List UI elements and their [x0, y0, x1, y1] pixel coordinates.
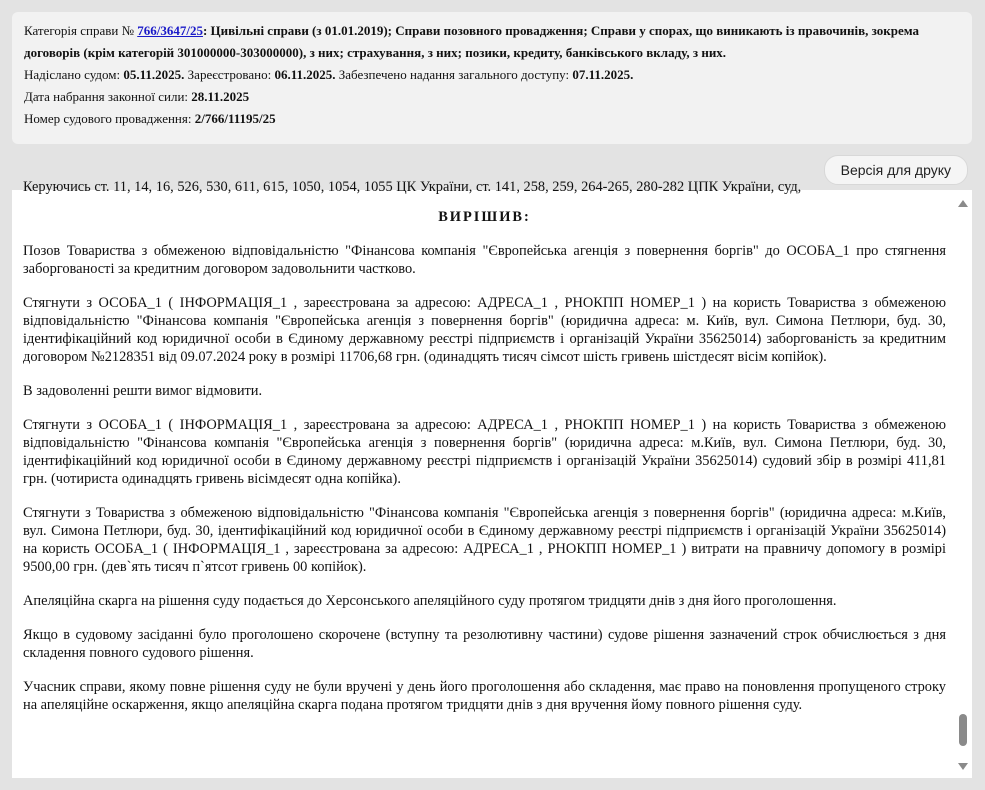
document-paragraph: Стягнути з ОСОБА_1 ( ІНФОРМАЦІЯ_1 , зареєстрована за адресою: АДРЕСА_1 , РНОКПП НОМЕР_1 ) на користь Товариства з обмеженою відповідальністю "Фінансова компанія "Європейська агенція з повернення боргів" (юридична адреса: м. Київ, вул. Симона Петлюри, буд. 30, ідентифікаційний код юридичної особи в Єдиному державному реєстрі підприємств і організацій України 35625014) заборгованість за кредитним договором №2128351 від 09.07.2024 року в розмірі 11706,68 грн. (одинадцять тисяч сімсот шість гривень шістдесят вісім копійок). [23, 295, 946, 365]
legal-force-date [24, 86, 960, 108]
registered-label: Зареєстровано: [184, 67, 275, 82]
case-info-panel [12, 12, 972, 144]
access-label: Забезпечено надання загального доступу: [335, 67, 573, 82]
cut-off-line: Керуючись ст. 11, 14, 16, 526, 530, 611, 615, 1050, 1054, 1055 ЦК України, ст. 141, 258, 259, 264-265, 280-282 ЦПК України, суд, [23, 179, 802, 195]
case-number-link[interactable]: 766/3647/25 [137, 23, 203, 38]
proceeding-number [24, 108, 960, 130]
access-date: 07.11.2025. [572, 67, 634, 82]
category-prefix: Категорія справи № [24, 23, 134, 38]
sent-label: Надіслано судом: [24, 67, 124, 82]
force-label: Дата набрання законної сили: [24, 89, 192, 104]
case-dates [24, 64, 960, 86]
sent-date: 05.11.2025. [123, 67, 185, 82]
scroll-down-arrow-icon[interactable] [958, 763, 968, 770]
document-paragraph: Стягнути з ОСОБА_1 ( ІНФОРМАЦІЯ_1 , зареєстрована за адресою: АДРЕСА_1 , РНОКПП НОМЕР_1 ) на користь Товариства з обмеженою відповідальністю "Фінансова компанія "Європейська агенція з повернення боргів" (юридична адреса: м.Київ, вул. Симона Петлюри, буд. 30, ідентифікаційний код юридичної особи в Єдиному державному реєстрі підприємств і організацій України 35625014) судовий збір в розмірі 411,81 грн. (чотириста одинадцять гривень вісімдесят одна копійка). [23, 417, 946, 487]
scrollbar-thumb[interactable] [959, 714, 967, 746]
document-text [23, 178, 946, 730]
vertical-scrollbar[interactable] [955, 190, 972, 778]
force-date: 28.11.2025 [191, 89, 250, 104]
category-text-1: : Цивільні справи (з 01.01.2019); Справи позовного провадження; Справи у спорах, що виникають із правочинів, [202, 23, 869, 38]
proceeding-label: Номер судового провадження: [24, 111, 195, 126]
document-paragraph: Позов Товариства з обмеженою відповідальністю "Фінансова компанія "Європейська агенція з повернення боргів" до ОСОБА_1 про стягнення заборгованості за кредитним договором задовольнити частково. [23, 243, 946, 277]
document-paragraph: Якщо в судовому засіданні було проголошено скорочене (вступну та резолютивну частини) судове рішення зазначений строк обчислюється з дня складення повного судового рішення. [23, 627, 946, 661]
proceeding-value: 2/766/11195/25 [194, 111, 276, 126]
decision-title: ВИРІШИВ: [438, 209, 531, 225]
print-version-button[interactable]: Версія для друку [824, 155, 968, 185]
category-text-2: зокрема договорів (крім категорій 301000000-303000000), з них; страхування, з них; позики, кредиту, банківського вкладу, з них. [24, 23, 920, 60]
registered-date: 06.11.2025. [274, 67, 336, 82]
scroll-up-arrow-icon[interactable] [958, 200, 968, 207]
case-category [24, 20, 960, 64]
document-paragraph: В задоволенні решти вимог відмовити. [23, 383, 263, 399]
document-paragraph: Учасник справи, якому повне рішення суду не були вручені у день його проголошення або складення, має право на поновлення пропущеного строку на апеляційне оскарження, якщо апеляційна скарга подана протягом тридцяти днів з дня вручення йому повного рішення суду. [23, 679, 946, 713]
document-paragraph: Апеляційна скарга на рішення суду подається до Херсонського апеляційного суду протягом тридцяти днів з дня його проголошення. [23, 593, 837, 609]
document-viewer[interactable] [12, 179, 972, 778]
document-paragraph: Стягнути з Товариства з обмеженою відповідальністю "Фінансова компанія "Європейська агенція з повернення боргів" (юридична адреса: м.Київ, вул. Симона Петлюри, буд. 30, ідентифікаційний код юридичної особи в Єдиному державному реєстрі підприємств і організацій України 35625014) на користь ОСОБА_1 ( ІНФОРМАЦІЯ_1 , зареєстрована за адресою: АДРЕСА_1 , РНОКПП НОМЕР_1 ) витрати на правничу допомогу в розмірі 9500,00 грн. (дев`ять тисяч п`ятсот гривень 00 копійок). [23, 505, 946, 575]
